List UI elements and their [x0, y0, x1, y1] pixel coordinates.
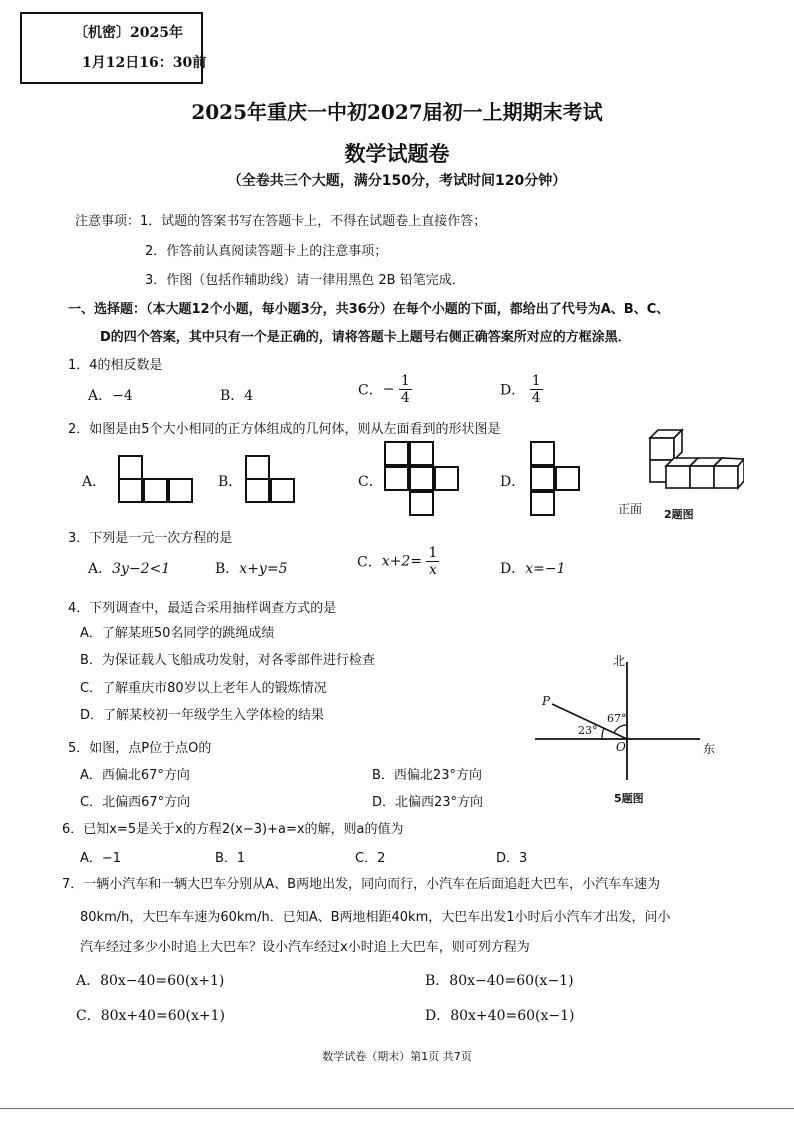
q3-a-value: 3y−2<1 — [112, 561, 171, 577]
q3-option-c — [357, 546, 439, 577]
q1-option-a — [88, 385, 133, 405]
q6-option-b: B．1 — [215, 851, 246, 866]
q6-option-a: A．−1 — [80, 851, 122, 866]
q3-d-label: D． — [500, 561, 526, 577]
q3-option-a — [88, 558, 170, 578]
note-line-2: 2．作答前认真阅读答题卡上的注意事项； — [145, 244, 388, 259]
q1-c-label: C． — [358, 382, 383, 399]
exam-title: 2025年重庆一中初2027届初一上期期末考试 — [191, 100, 603, 124]
q2-cubes-figure — [640, 424, 744, 496]
section1-line-2: D的四个答案，其中只有一个是正确的，请将答题卡上题号右侧正确答案所对应的方框涂黑． — [100, 330, 631, 345]
q3-b-value: x+y=5 — [239, 561, 288, 577]
q5-option-d: D．北偏西23°方向 — [372, 795, 484, 810]
q3-c-denominator: x — [428, 562, 437, 578]
q5-stem: 5．如图，点P位于点O的 — [68, 741, 212, 756]
note-line-1: 注意事项：1．试题的答案书写在答题卡上，不得在试题卷上直接作答； — [75, 214, 487, 229]
q2-a-label: A． — [82, 474, 107, 490]
q7-option-a: A．80x−40=60(x+1) — [76, 973, 225, 989]
q3-c-fraction — [426, 546, 439, 577]
q2-b-label: B． — [218, 474, 243, 490]
q1-d-label: D． — [500, 382, 526, 399]
paper-subtitle: 数学试题卷 — [344, 141, 450, 166]
confidential-line-2: 1月12日16：30前 — [82, 55, 207, 71]
q2-stem: 2．如图是由5个大小相同的正方体组成的几何体，则从左面看到的形状图是 — [68, 422, 501, 437]
q5-option-c: C．北偏西67°方向 — [80, 795, 191, 810]
q5-option-a: A．西偏北67°方向 — [80, 768, 190, 783]
q7-line-3: 汽车经过多少小时追上大巴车？设小汽车经过x小时追上大巴车，则可列方程为 — [80, 940, 530, 955]
q6-option-d: D．3 — [496, 851, 528, 866]
q1-option-c — [358, 374, 412, 405]
note-line-3: 3．作图（包括作辅助线）请一律用黑色 2B 铅笔完成． — [145, 273, 465, 288]
confidential-line-1: 〔机密〕2025年 — [74, 25, 183, 41]
q4-option-a: A．了解某班50名同学的跳绳成绩 — [80, 626, 275, 641]
q1-option-d — [500, 374, 543, 405]
q5-figure-caption: 5题图 — [614, 792, 644, 805]
q1-c-fraction — [399, 374, 412, 405]
q1-c-sign: − — [382, 381, 395, 398]
q4-option-c: C．了解重庆市80岁以上老年人的锻炼情况 — [80, 681, 327, 696]
q7-option-c: C．80x+40=60(x+1) — [76, 1008, 225, 1024]
q4-option-d: D．了解某校初一年级学生入学体检的结果 — [80, 708, 325, 723]
q3-d-value: x=−1 — [525, 561, 566, 577]
q5-angle-23: 23° — [578, 724, 598, 737]
bottom-divider — [0, 1108, 794, 1109]
q7-option-d: D．80x+40=60(x−1) — [425, 1008, 575, 1024]
q1-stem: 1．4的相反数是 — [68, 358, 163, 373]
q3-c-label: C． — [357, 554, 382, 571]
angle-arc-67 — [614, 725, 627, 733]
exam-meta: （全卷共三个大题，满分150分，考试时间120分钟） — [227, 173, 567, 189]
q5-option-b: B．西偏北23°方向 — [372, 768, 482, 783]
q2-front-label: 正面 — [618, 502, 643, 516]
q7-line-2: 80km/h，大巴车车速为60km/h．已知A、B两地相距40km，大巴车出发1小时后小汽车才出发，问小 — [80, 910, 671, 925]
q5-east-label: 东 — [703, 742, 716, 756]
q2-d-label: D． — [500, 474, 526, 490]
q5-point-p: P — [542, 694, 551, 708]
q1-c-denominator: 4 — [400, 390, 410, 406]
q1-d-numerator: 1 — [531, 373, 541, 389]
q3-b-label: B． — [215, 561, 240, 577]
q1-b-label: B． — [220, 388, 245, 404]
q1-option-b — [220, 385, 253, 405]
page-footer: 数学试卷（期末）第1页 共7页 — [322, 1050, 472, 1063]
q3-c-numerator: 1 — [428, 545, 438, 561]
q3-option-d — [500, 558, 566, 578]
confidential-box — [20, 12, 207, 84]
q3-c-left: x+2= — [381, 553, 422, 570]
q3-a-label: A． — [88, 561, 113, 577]
q3-stem: 3．下列是一元一次方程的是 — [68, 531, 233, 546]
q2-figure-caption: 2题图 — [664, 508, 694, 521]
q5-north-label: 北 — [613, 654, 626, 668]
q2-c-label: C． — [358, 474, 383, 490]
q4-stem: 4．下列调查中，最适合采用抽样调查方式的是 — [68, 601, 337, 616]
q1-c-numerator: 1 — [400, 373, 410, 389]
q3-option-b — [215, 558, 287, 578]
q7-line-1: 7．一辆小汽车和一辆大巴车分别从A、B两地出发，同向而行，小汽车在后面追赶大巴车，小汽车车速为 — [62, 877, 661, 892]
q7-option-b: B．80x−40=60(x−1) — [425, 973, 574, 989]
section1-line-1: 一、选择题：（本大题12个小题，每小题3分，共36分）在每个小题的下面，都给出了代号为A、B、C、 — [68, 302, 670, 317]
angle-arc-23 — [602, 728, 604, 739]
q1-d-fraction — [530, 374, 543, 405]
q6-option-c: C．2 — [355, 851, 386, 866]
q1-d-denominator: 4 — [531, 390, 541, 406]
q5-point-o: O — [616, 740, 626, 754]
q6-stem: 6．已知x=5是关于x的方程2(x−3)+a=x的解，则a的值为 — [62, 822, 404, 837]
q1-a-value: −4 — [112, 388, 133, 404]
q5-direction-figure — [530, 650, 730, 800]
q5-angle-67: 67° — [607, 712, 627, 725]
q1-b-value: 4 — [244, 388, 254, 404]
q1-a-label: A． — [88, 388, 113, 404]
q4-option-b: B．为保证载人飞船成功发射，对各零部件进行检查 — [80, 653, 375, 668]
